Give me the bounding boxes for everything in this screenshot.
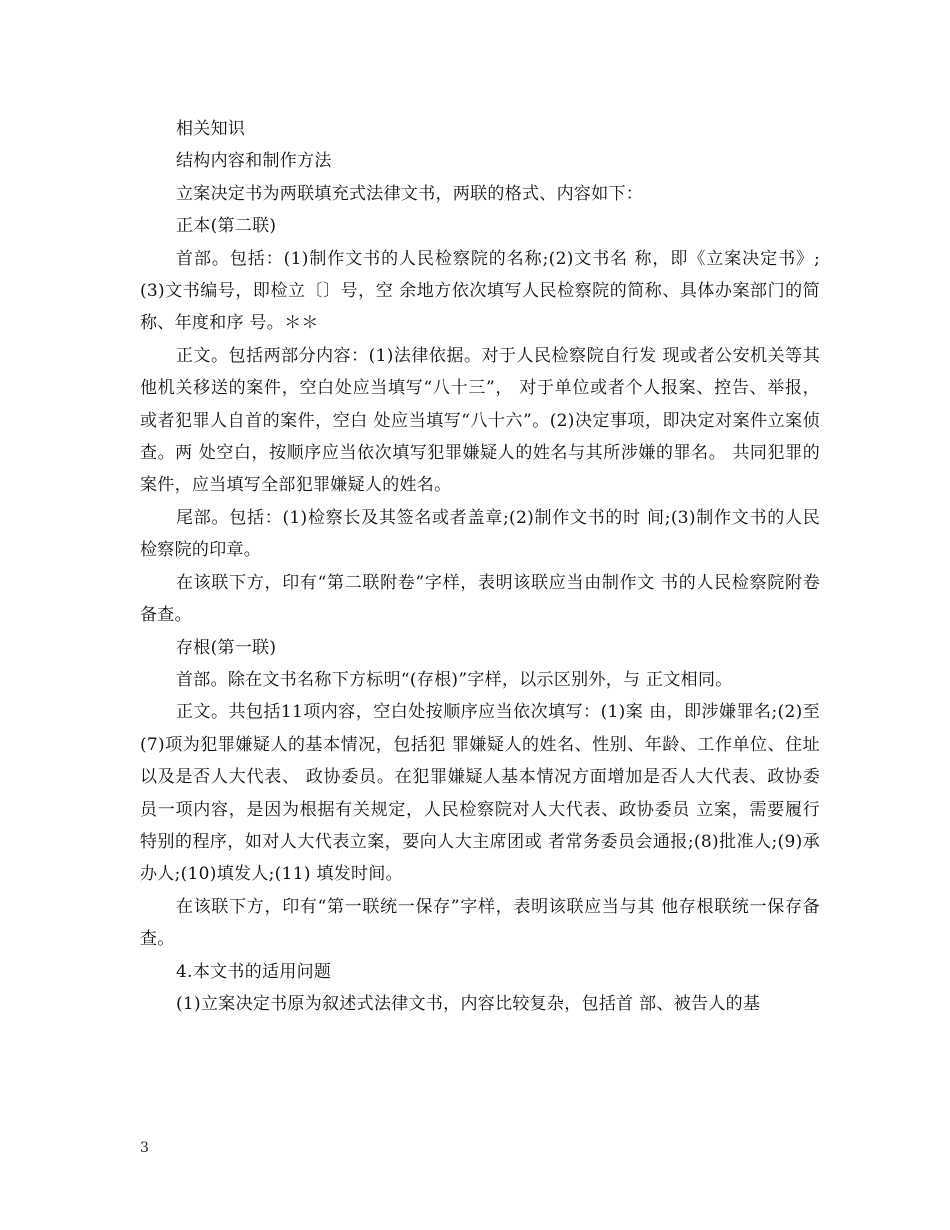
paragraph-stub-body: 正文。共包括11项内容，空白处按顺序应当依次填写：(1)案 由，即涉嫌罪名;(2)至(7)项为犯罪嫌疑人的基本情况，包括犯 罪嫌疑人的姓名、性别、年龄、工作单位、住址以及是否人大代表、 政协委员。在犯罪嫌疑人基本情况方面增加是否人大代表、政协委员一项内容，是因为根据有关规定，人民检察院对人大代表、政协委员 立案，需要履行特别的程序，如对人大代表立案，要向人大主席团或 者常务委员会通报;(8)批准人;(9)承办人;(10)填发人;(11) 填发时间。 xyxy=(140,702,820,885)
page-number: 3 xyxy=(140,1140,149,1156)
paragraph-stub-header: 首部。除在文书名称下方标明“(存根)”字样，以示区别外，与 正文相同。 xyxy=(176,669,733,690)
document-body xyxy=(140,113,820,1020)
paragraph-original-header: 首部。包括：(1)制作文书的人民检察院的名称;(2)文书名 称，即《立案决定书》;(3)文书编号，即检立〔〕号，空 余地方依次填写人民检察院的简称、具体办案部门的简称、年度和序 号。＊＊ xyxy=(140,248,820,334)
paragraph-second-copy-note: 在该联下方，印有“第二联附卷”字样，表明该联应当由制作文 书的人民检察院附卷备查。 xyxy=(140,572,820,626)
paragraph-original-footer: 尾部。包括：(1)检察长及其签名或者盖章;(2)制作文书的时 间;(3)制作文书的人民检察院的印章。 xyxy=(140,507,820,561)
paragraph-original-body: 正文。包括两部分内容：(1)法律依据。对于人民检察院自行发 现或者公安机关等其他机关移送的案件，空白处应当填写“八十三”， 对于单位或者个人报案、控告、举报，或者犯罪人自首的案件，空白 处应当填写“八十六”。(2)决定事项，即决定对案件立案侦查。两 处空白，按顺序应当依次填写犯罪嫌疑人的姓名与其所涉嫌的罪名。 共同犯罪的案件，应当填写全部犯罪嫌疑人的姓名。 xyxy=(140,345,820,496)
paragraph-related-knowledge: 相关知识 xyxy=(176,119,246,139)
paragraph-stub-heading: 存根(第一联) xyxy=(176,637,277,658)
paragraph-original-copy-heading: 正本(第二联) xyxy=(176,216,277,237)
paragraph-applicability-heading: 4.本文书的适用问题 xyxy=(176,961,332,982)
paragraph-first-copy-note: 在该联下方，印有“第一联统一保存”字样，表明该联应当与其 他存根联统一保存备查。 xyxy=(140,896,820,950)
paragraph-intro: 立案决定书为两联填充式法律文书，两联的格式、内容如下： xyxy=(176,183,644,204)
paragraph-structure-heading: 结构内容和制作方法 xyxy=(176,151,332,172)
paragraph-applicability-item-1: (1)立案决定书原为叙述式法律文书，内容比较复杂，包括首 部、被告人的基 xyxy=(176,993,761,1014)
